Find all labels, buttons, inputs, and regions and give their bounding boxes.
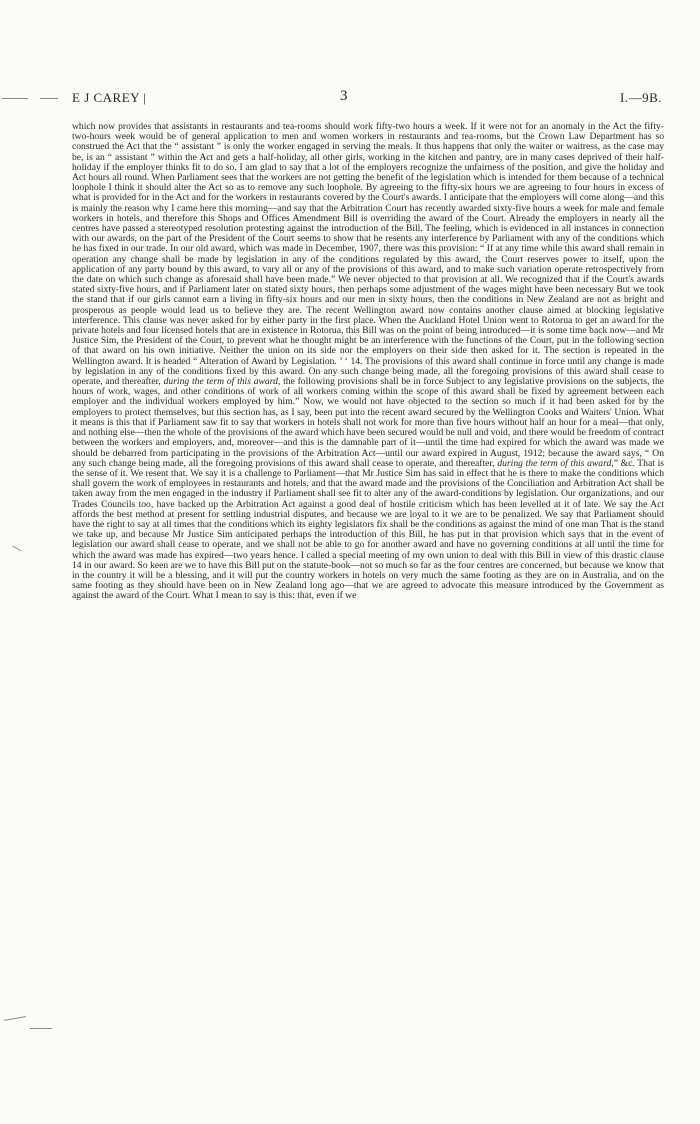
paper-reference: I.—9B. [620,90,662,105]
margin-mark-top-right [40,98,58,99]
paragraph [72,122,664,602]
italic-phrase-1: during the term of this award, [163,376,281,388]
margin-mark-middle [12,546,21,552]
text-run-1: which now provides that assistants in restaurants and tea-rooms should work fifty-two hours a week. If it were not for an anomaly in the Act the fifty-two-hours week would be of general application to men and women workers in restaurants and tea-rooms, but the Crown Law Department has so construed the Act that the “ assistant ” is only the worker engaged in serving the meals. It thus happens that only the waiter or waitress, as the case may be, is an “ assistant ” within the Act and gets a half-holiday, all other girls, working in the kitchen and pantry, are in many cases deprived of their half-holiday if the employer thinks fit to do so. I am glad to say that a lot of the employers recognize the unfairness of the position, and give the holiday and Act hours all round. When Parliament sees that the workers are not getting the benefit of the legislation which is intended for them because of a technical loophole I think it should alter the Act so as to remove any such loophole. By agreeing to the fifty-six hours we are agreeing to four hours in excess of what is provided for in the Act and for the workers in restaurants covered by the Court's awards. I anticipate that the employers will come along—and this is mainly the reason why I came here this morning—and say that the Arbitration Court has recently awarded sixty-five hours a week for male and female workers in hotels, and therefore this Shops and Offices Amendment Bill is overriding the award of the Court. Already the employers in nearly all the centres have passed a stereotyped resolution protesting against the introduction of the Bill. The feeling, which is evidenced in all instances in connection with our awards, on the part of the President of the Court seems to show that he resents any interference by Parliament with any of the conditions which he has fixed in our trade. In our old award, which was made in December, 1907, there was this provision: “ If at any time while this award shall remain in operation any change shall be made by legislation in any of the conditions regulated by this award, the Court reserves power to itself, upon the application of any party bound by this award, to vary all or any of the provisions of this award, and to make such variation operate retrospectively from the date on which such change as aforesaid shall have been made.” We never objected to that provision at all. We recognized that if the Court's awards stated sixty-five hours, and if Parliament later on stated sixty hours, then perhaps some adjustment of the wages might have been necessary But we took the stand that if our girls cannot earn a living in fifty-six hours and our men in sixty hours, then the conditions in New Zealand are not as bright and prosperous as people would lead us to believe they are. The recent Wellington award now contains another clause aimed at blocking legislative interference. This clause was never asked for by either party in the first place. When the Auckland Hotel Union went to Rotorua to get an award for the private hotels and four licensed hotels that are in existence in Rotorua, this Bill was on the point of being introduced—it is some time back now—and Mr Justice Sim, the President of the Court, to prevent what he thought might be an interference with the functions of the Court, put in the following section of that award on his own initiative. Neither the union on its side nor the employers on their side then asked for it. The section is repeated in the Wellington award. It is headed “ Alteration of Award by Legislation. ’ ‘ 14. The provisions of this award shall continue in force until any change is made by legislation in any of the conditions fixed by this award. On any such change being made, all the foregoing provisions of this award shall cease to operate, and thereafter, [72,121,664,388]
header-witness-name: E J CAREY | [72,90,147,105]
margin-mark-bottom-right [30,1028,52,1029]
margin-mark-bottom-left [4,1016,26,1021]
text-run-2: the following provisions shall be in force Subject to any legislative provisions on the subjects, the hours of work, wages, and other conditions of work of all workers coming within the scope of this award shall be fixed by agreement between each employer and the individual workers employed by him.” Now, we would not have objected to the section so much if it had been asked for by the employers to protect themselves, but this section has, as I say, been put into the recent award secured by the Wellington Cooks and Waiters' Union. What it means is this that if Parliament saw fit to say that workers in hotels shall not work for more than five hours without half an hour for a meal—that only, and nothing else—then the whole of the provisions of the award which have been secured would be null and void, and there would be freedom of contract between the workers and employers, and, moreover—and this is the damnable part of it—until the time had expired for which the award was made we should be debarred from participating in the provisions of the Arbitration Act—until our award expired in August, 1912; because the award says, “ On any such change being made, all the foregoing provisions of this award shall cease to operate, and thereafter, [72,376,665,469]
page-header [72,90,662,108]
page-number: 3 [340,88,348,104]
text-run-3: ” &c. That is the sense of it. We resent that. We say it is a challenge to Parliament—that Mr Justice Sim has said in effect that he is there to make the conditions which shall govern the work of employees in restaurants and hotels, and that the award made and the provisions of the Conciliation and Arbitration Act shall be taken away from the men engaged in the industry if Parliament shall see fit to alter any of the award-conditions by legislation. Our organizations, and our Trades Councils too, have backed up the Arbitration Act against a good deal of hostile criticism which has been levelled at it of late. We say the Act affords the best method at present for settling industrial disputes, and because we are loyal to it we are to be penalized. We say that Parliament should have the right to say at all times that the conditions which its eighty legislators fix shall be the conditions as against the mind of one man That is the stand we take up, and because Mr Justice Sim anticipated perhaps the introduction of this Bill, he has put in that provision which says that in the event of legislation our award shall cease to operate, and we shall not be able to go for another award and have no governing conditions at all until the time for which the award was made has expired—two years hence. I called a special meeting of my own union to deal with this Bill in view of this drastic clause 14 in our award. So keen are we to have this Bill put on the statute-book—not so much so far as the four centres are concerned, but because we know that in the country it will be a blessing, and it will put the country workers in hotels on very much the same footing as they are on in Australia, and on the same footing as they should have been on in New Zealand long ago—that we are agreed to advocate this measure introduced by the Government as against the award of the Court. What I mean to say is this: that, even if we [72,457,665,602]
italic-phrase-2: during the term of this award, [497,457,614,469]
margin-mark-top-left [2,98,28,99]
body-text [72,122,664,602]
